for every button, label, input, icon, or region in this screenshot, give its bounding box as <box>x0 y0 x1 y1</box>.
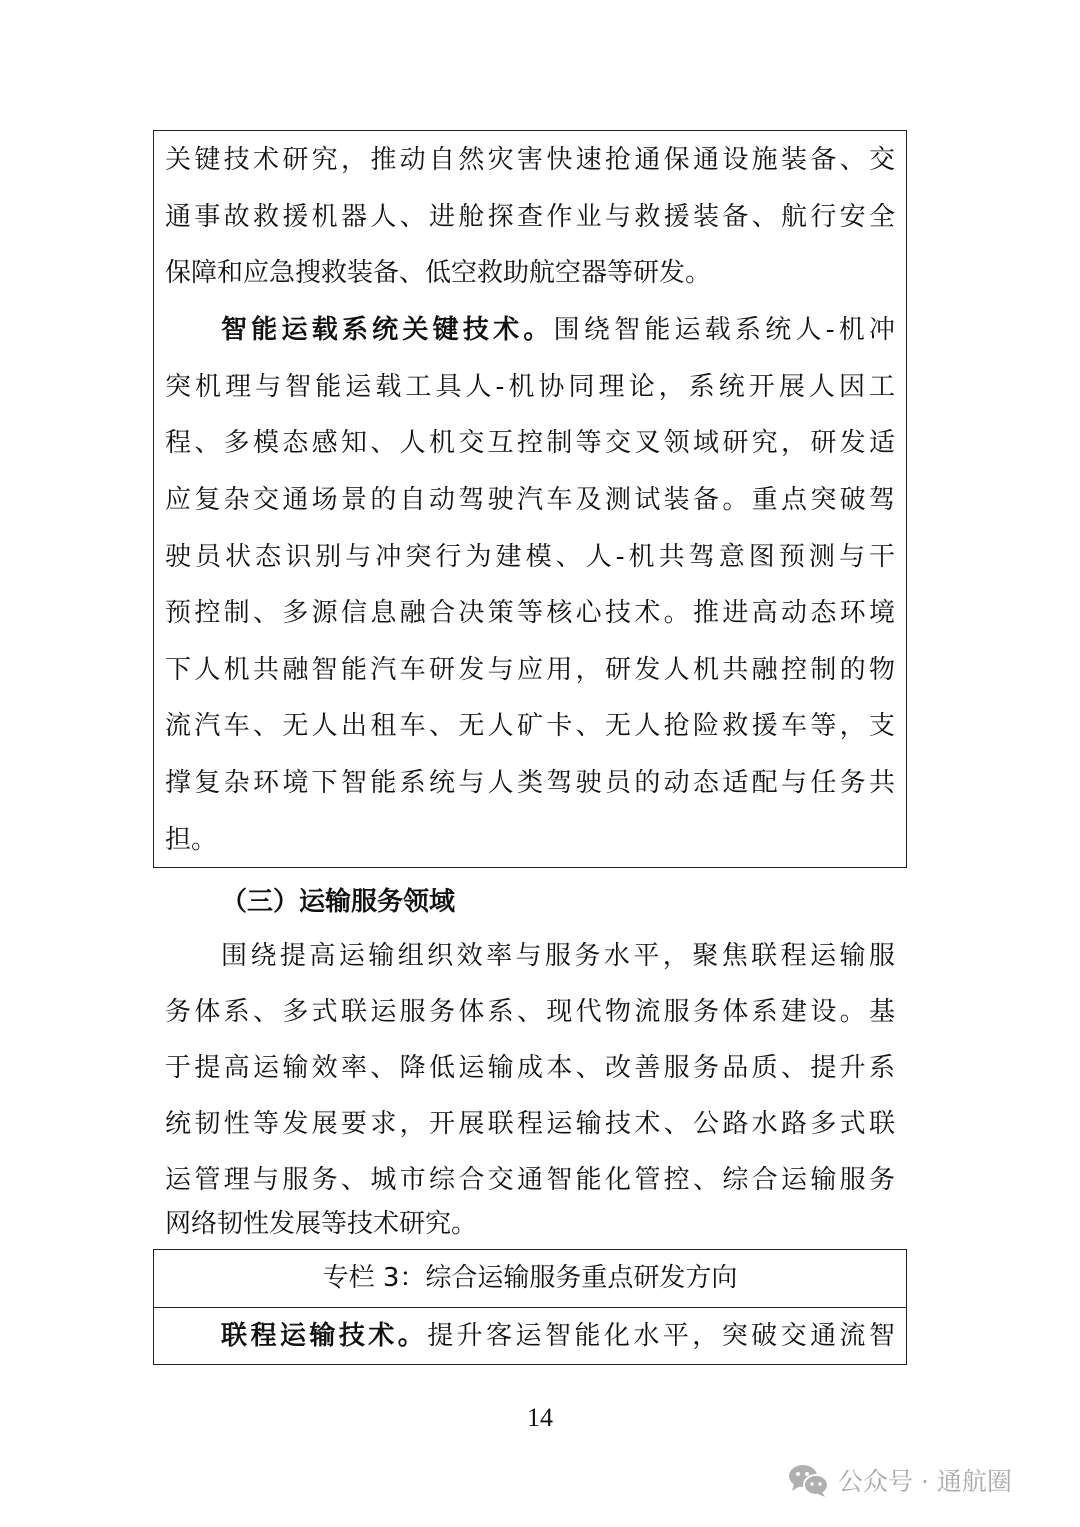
lead-bold: 智能运载系统关键技术。 <box>221 315 554 345</box>
table-divider <box>153 1307 907 1308</box>
watermark <box>788 1462 1012 1498</box>
lead-bold: 联程运输技术。 <box>221 1321 428 1351</box>
text-line: 突机理与智能运载工具人-机协同理论，系统开展人因工 <box>165 372 895 402</box>
text-line: 务体系、多式联运服务体系、现代物流服务体系建设。基 <box>165 997 895 1027</box>
section-heading: （三）运输服务领域 <box>221 887 456 917</box>
text-line: 流汽车、无人出租车、无人矿卡、无人抢险救援车等，支 <box>165 711 895 741</box>
text-line: 网络韧性发展等技术研究。 <box>165 1209 478 1239</box>
watermark-text: 公众号 · 通航圈 <box>838 1467 1012 1496</box>
wechat-icon <box>788 1463 830 1497</box>
text-line: 统韧性等发展要求，开展联程运输技术、公路水路多式联 <box>165 1109 895 1139</box>
text-line: 预控制、多源信息融合决策等核心技术。推进高动态环境 <box>165 598 895 628</box>
text-line: 程、多模态感知、人机交互控制等交叉领域研究，研发适 <box>165 428 895 458</box>
column-title: 专栏 3：综合运输服务重点研发方向 <box>322 1263 738 1293</box>
text-line: 担。 <box>165 825 218 855</box>
text-line: 围绕提高运输组织效率与服务水平，聚焦联程运输服 <box>221 941 895 971</box>
text-line: 驶员状态识别与冲突行为建模、人-机共驾意图预测与干 <box>165 542 895 572</box>
text-line <box>221 1316 895 1356</box>
text-line: 于提高运输效率、降低运输成本、改善服务品质、提升系 <box>165 1053 895 1083</box>
text-line: 下人机共融智能汽车研发与应用，研发人机共融控制的物 <box>165 655 895 685</box>
text-line: 撑复杂环境下智能系统与人类驾驶员的动态适配与任务共 <box>165 768 895 798</box>
text-line: 关键技术研究，推动自然灾害快速抢通保通设施装备、交 <box>165 145 895 175</box>
text-line: 保障和应急搜救装备、低空救助航空器等研发。 <box>165 258 712 288</box>
page-number: 14 <box>527 1403 553 1432</box>
text-line <box>221 310 895 350</box>
text-line: 通事故救援机器人、进舱探查作业与救援装备、航行安全 <box>165 202 895 232</box>
text-line: 应复杂交通场景的自动驾驶汽车及测试装备。重点突破驾 <box>165 485 895 515</box>
text-span: 提升客运智能化水平，突破交通流智 <box>427 1321 895 1351</box>
text-line: 运管理与服务、城市综合交通智能化管控、综合运输服务 <box>165 1165 895 1195</box>
text-span: 围绕智能运载系统人-机冲 <box>553 315 895 345</box>
